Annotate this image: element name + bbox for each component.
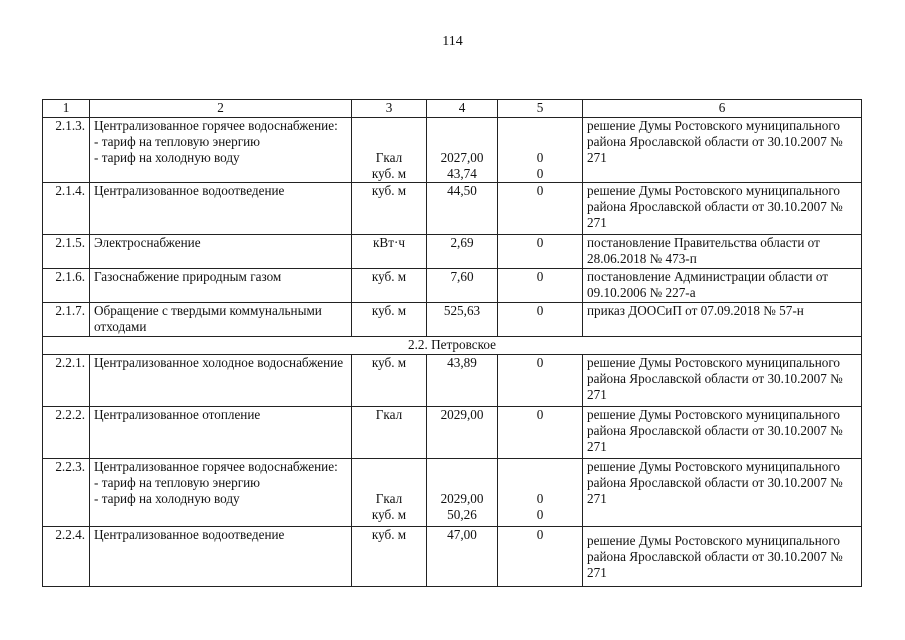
page-number: 114 [442, 34, 463, 49]
tariff-value: 43,89 [427, 355, 498, 407]
col5-value: 0 [498, 235, 583, 269]
row-number: 2.2.1. [43, 355, 90, 407]
unit: куб. м [352, 183, 427, 235]
service-title: Централизованное горячее водоснабжение: [94, 118, 338, 133]
header-cell: 2 [90, 100, 352, 118]
unit: Гкал [375, 150, 403, 165]
value-cell [427, 118, 498, 183]
table-row [43, 183, 862, 235]
table-row [43, 407, 862, 459]
col5-value: 0 [498, 303, 583, 337]
section-row [43, 337, 862, 355]
service-subitem: - тариф на тепловую энергию [94, 134, 261, 149]
unit-cell [352, 459, 427, 527]
unit: Гкал [352, 407, 427, 459]
header-cell: 3 [352, 100, 427, 118]
unit: кВт·ч [352, 235, 427, 269]
tariff-value: 43,74 [447, 166, 477, 181]
unit: куб. м [371, 507, 407, 522]
service-name: Электроснабжение [90, 235, 352, 269]
table-row [43, 459, 862, 527]
row-number: 2.2.2. [43, 407, 90, 459]
service-title: Централизованное горячее водоснабжение: [94, 459, 338, 474]
service-subitem: - тариф на холодную воду [94, 150, 240, 165]
service-subitem: - тариф на холодную воду [94, 491, 240, 506]
tariff-value: 44,50 [427, 183, 498, 235]
unit: куб. м [352, 303, 427, 337]
tariff-value: 2,69 [427, 235, 498, 269]
col5-value: 0 [498, 355, 583, 407]
legal-basis: решение Думы Ростовского муниципального района Ярославской области от 30.10.2007 № 271 [583, 355, 862, 407]
col5-cell [498, 118, 583, 183]
section-title: 2.2. Петровское [43, 337, 862, 355]
service-name [90, 118, 352, 183]
col5-cell [498, 459, 583, 527]
header-cell: 6 [583, 100, 862, 118]
legal-basis: решение Думы Ростовского муниципального района Ярославской области от 30.10.2007 № 271 [583, 118, 862, 183]
col5-value: 0 [498, 269, 583, 303]
tariff-value: 525,63 [427, 303, 498, 337]
header-cell: 5 [498, 100, 583, 118]
table-row [43, 118, 862, 183]
legal-basis: решение Думы Ростовского муниципального района Ярославской области от 30.10.2007 № 271 [583, 527, 862, 587]
legal-basis: постановление Правительства области от 28.06.2018 № 473-п [583, 235, 862, 269]
table-row [43, 269, 862, 303]
service-name: Централизованное холодное водоснабжение [90, 355, 352, 407]
header-cell: 4 [427, 100, 498, 118]
service-name [90, 459, 352, 527]
row-number: 2.1.7. [43, 303, 90, 337]
unit: Гкал [375, 491, 403, 506]
service-name: Централизованное водоотведение [90, 183, 352, 235]
tariff-value: 7,60 [427, 269, 498, 303]
tariff-value: 2029,00 [427, 407, 498, 459]
legal-basis: приказ ДООСиП от 07.09.2018 № 57-н [583, 303, 862, 337]
legal-basis: решение Думы Ростовского муниципального района Ярославской области от 30.10.2007 № 271 [583, 407, 862, 459]
table-header-row [43, 100, 862, 118]
table-row [43, 303, 862, 337]
col5-value: 0 [536, 507, 544, 522]
row-number: 2.2.4. [43, 527, 90, 587]
unit: куб. м [371, 166, 407, 181]
col5-value: 0 [498, 527, 583, 587]
service-name: Централизованное водоотведение [90, 527, 352, 587]
unit: куб. м [352, 269, 427, 303]
row-number: 2.1.3. [43, 118, 90, 183]
col5-value: 0 [536, 166, 544, 181]
legal-basis: постановление Администрации области от 09.10.2006 № 227-а [583, 269, 862, 303]
tariff-value: 2029,00 [440, 491, 484, 506]
col5-value: 0 [498, 407, 583, 459]
table-row [43, 355, 862, 407]
service-name: Централизованное отопление [90, 407, 352, 459]
row-number: 2.1.6. [43, 269, 90, 303]
unit-cell [352, 118, 427, 183]
tariff-table [42, 99, 862, 587]
col5-value: 0 [536, 150, 544, 165]
col5-value: 0 [536, 491, 544, 506]
unit: куб. м [352, 527, 427, 587]
service-subitem: - тариф на тепловую энергию [94, 475, 261, 490]
tariff-value: 2027,00 [440, 150, 484, 165]
row-number: 2.1.5. [43, 235, 90, 269]
service-name: Газоснабжение природным газом [90, 269, 352, 303]
tariff-value: 47,00 [427, 527, 498, 587]
row-number: 2.1.4. [43, 183, 90, 235]
service-name: Обращение с твердыми коммунальными отходами [90, 303, 352, 337]
legal-basis: решение Думы Ростовского муниципального района Ярославской области от 30.10.2007 № 271 [583, 459, 862, 527]
header-cell: 1 [43, 100, 90, 118]
col5-value: 0 [498, 183, 583, 235]
table-row [43, 527, 862, 587]
table-row [43, 235, 862, 269]
unit: куб. м [352, 355, 427, 407]
row-number: 2.2.3. [43, 459, 90, 527]
value-cell [427, 459, 498, 527]
legal-basis: решение Думы Ростовского муниципального района Ярославской области от 30.10.2007 № 271 [583, 183, 862, 235]
tariff-value: 50,26 [447, 507, 477, 522]
